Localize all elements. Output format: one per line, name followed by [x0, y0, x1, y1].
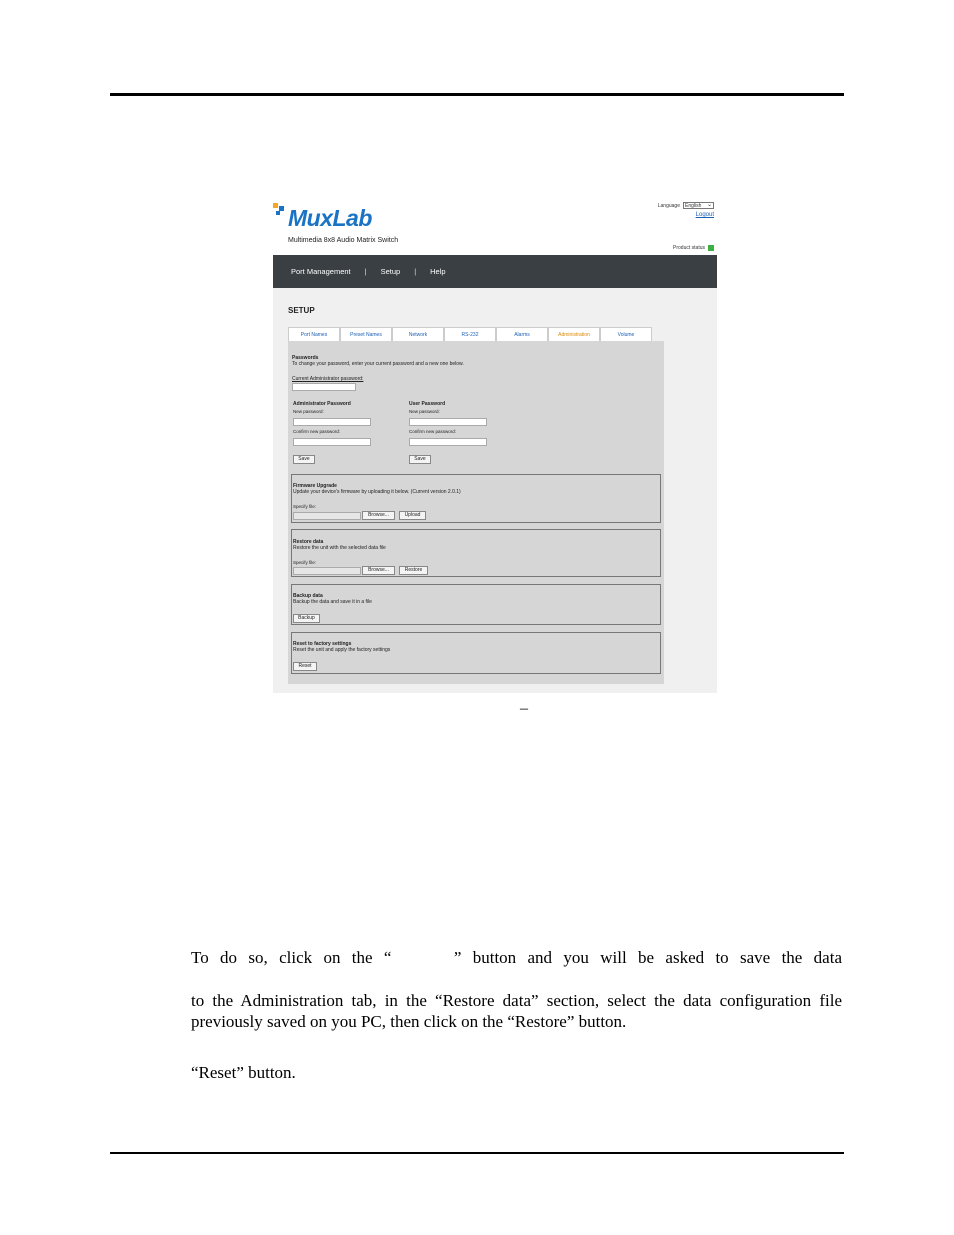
firmware-section: [291, 474, 661, 523]
upload-button[interactable]: Upload: [399, 511, 426, 520]
firmware-title: Firmware Upgrade: [293, 483, 337, 489]
product-status: [673, 245, 714, 251]
backup-button[interactable]: Backup: [293, 614, 320, 623]
backup-desc: Backup the data and save it in a file: [293, 599, 372, 605]
logout-link[interactable]: Logout: [695, 212, 714, 218]
administration-panel: [288, 341, 664, 684]
admin-save-button[interactable]: Save: [293, 455, 315, 464]
admin-new-label: New password:: [293, 409, 324, 414]
product-status-label: Product status: [673, 245, 705, 251]
main-nav: [273, 255, 717, 288]
paragraph-backup: To do so, click on the “ ” button and you will be asked to save the data: [191, 948, 842, 967]
footer-rule: [110, 1152, 844, 1154]
restore-specify-label: Specify file:: [293, 560, 317, 565]
restore-title: Restore data: [293, 539, 324, 545]
passwords-title: Passwords: [292, 355, 319, 361]
restore-browse-button[interactable]: Browse...: [362, 566, 395, 575]
paragraph-restore: to the Administration tab, in the “Restore data” section, select the data configuration file previously saved on you PC, then click on the “Restore” button.: [191, 991, 842, 1031]
page-title: SETUP: [288, 306, 315, 315]
tab-network[interactable]: Network: [392, 327, 444, 341]
reset-section: [291, 632, 661, 674]
reset-title: Reset to factory settings: [293, 641, 352, 647]
current-password-label: Current Administrator password:: [292, 376, 364, 382]
firmware-browse-button[interactable]: Browse...: [362, 511, 395, 520]
header-rule: [110, 93, 844, 96]
nav-separator: |: [414, 267, 417, 276]
reset-desc: Reset the unit and apply the factory settings: [293, 647, 391, 653]
user-new-password-input[interactable]: [409, 418, 487, 426]
tab-port-names[interactable]: Port Names: [288, 327, 340, 341]
language-label: Language: [657, 202, 680, 209]
backup-section: [291, 584, 661, 625]
firmware-file-input[interactable]: [293, 512, 361, 520]
tab-volume[interactable]: Volume: [600, 327, 652, 341]
tab-administration[interactable]: Administration: [548, 327, 600, 341]
logo-text: MuxLab: [288, 205, 372, 231]
admin-confirm-label: Confirm new password:: [293, 429, 341, 434]
user-confirm-label: Confirm new password:: [409, 429, 457, 434]
ui-header: [273, 197, 717, 255]
nav-setup[interactable]: Setup: [380, 267, 401, 276]
restore-button[interactable]: Restore: [399, 566, 428, 575]
user-new-label: New password:: [409, 409, 440, 414]
language-selector: [658, 202, 714, 209]
nav-separator: |: [364, 267, 367, 276]
user-confirm-password-input[interactable]: [409, 438, 487, 446]
firmware-desc: Update your device's firmware by uploading it below. (Current version 2.0.1): [293, 489, 461, 495]
chevron-down-icon: ⌄: [706, 202, 712, 208]
user-save-button[interactable]: Save: [409, 455, 431, 464]
restore-file-input[interactable]: [293, 567, 361, 575]
passwords-desc: To change your password, enter your current password and a new one below.: [292, 361, 464, 367]
language-select[interactable]: [683, 202, 714, 209]
nav-port-management[interactable]: Port Management: [291, 267, 351, 276]
restore-desc: Restore the unit with the selected data file: [293, 545, 386, 551]
reset-button[interactable]: Reset: [293, 662, 317, 671]
current-password-input[interactable]: [292, 383, 356, 391]
firmware-specify-label: Specify file:: [293, 504, 317, 509]
backup-title: Backup data: [293, 593, 323, 599]
tab-alarms[interactable]: Alarms: [496, 327, 548, 341]
admin-password-title: Administrator Password: [293, 401, 351, 407]
web-ui-screenshot: [273, 197, 717, 693]
admin-new-password-input[interactable]: [293, 418, 371, 426]
nav-help[interactable]: Help: [430, 267, 446, 276]
restore-section: [291, 529, 661, 577]
paragraph-reset: “Reset” button.: [191, 1063, 296, 1082]
language-value: English: [685, 203, 702, 209]
setup-tabs: [288, 327, 652, 341]
figure-caption: –: [520, 700, 528, 717]
status-indicator-icon: [708, 245, 714, 251]
tab-preset-names[interactable]: Preset Names: [340, 327, 392, 341]
tab-rs232[interactable]: RS-232: [444, 327, 496, 341]
user-password-title: User Password: [409, 401, 446, 407]
admin-confirm-password-input[interactable]: [293, 438, 371, 446]
product-subtitle: Multimedia 8x8 Audio Matrix Switch: [288, 237, 399, 244]
